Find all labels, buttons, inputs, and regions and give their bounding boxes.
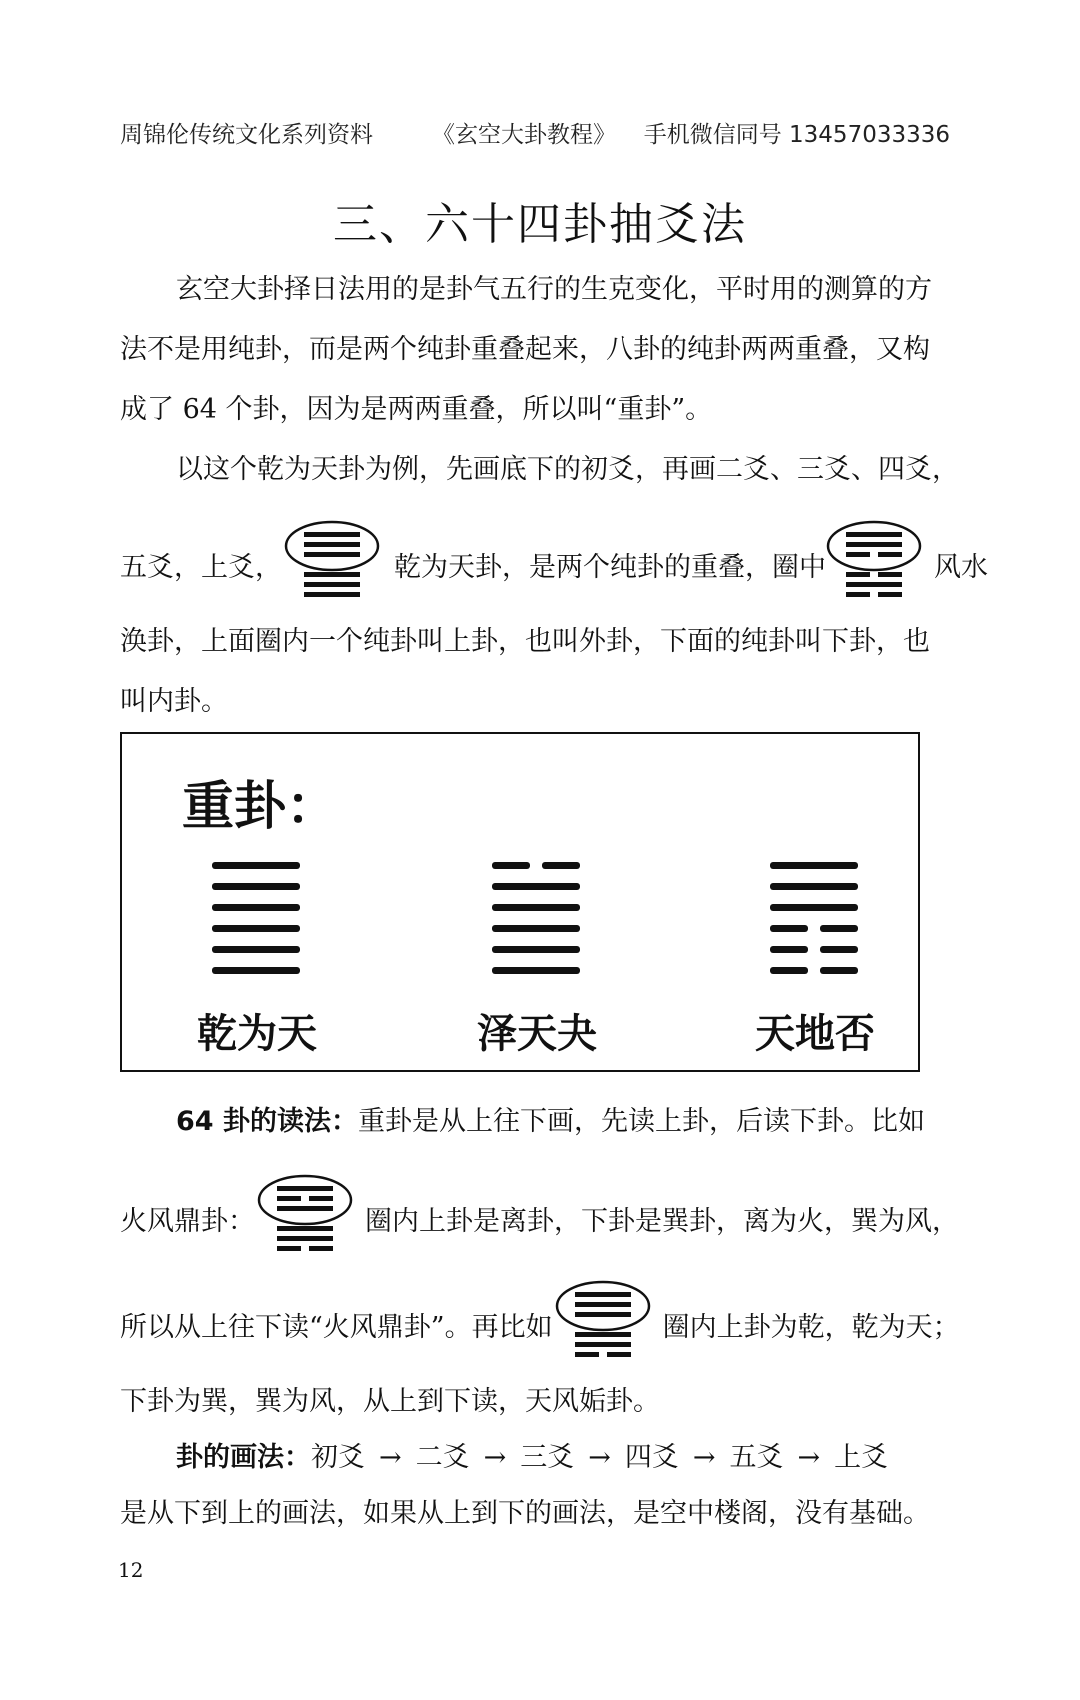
paragraph-line: 以这个乾为天卦为例，先画底下的初爻，再画二爻、三爻、四爻， <box>176 454 959 485</box>
step-1: 初爻 <box>311 1442 365 1473</box>
step-4: 四爻 <box>624 1442 679 1473</box>
arrow-icon: → <box>797 1442 821 1473</box>
drawing-method-line <box>120 1428 950 1488</box>
paragraph-line: 是从下到上的画法，如果从上到下的画法，是空中楼阁，没有基础。 <box>120 1498 930 1529</box>
arrow-icon: → <box>588 1442 611 1473</box>
page-header <box>120 116 950 150</box>
paragraph-line: 叫内卦。 <box>120 686 228 717</box>
text-fragment: 重卦是从上往下画，先读上卦，后读下卦。比如 <box>357 1106 925 1137</box>
hexagram-name: 天地否 <box>755 1011 875 1057</box>
text-fragment: 五爻，上爻， <box>120 552 282 583</box>
header-contact: 手机微信同号 13457033336 <box>643 122 950 148</box>
section-title: 三、六十四卦抽爻法 <box>333 199 747 250</box>
qian-hexagram-icon <box>286 522 378 602</box>
paragraph-line: 成了 64 个卦，因为是两两重叠，所以叫“重卦”。 <box>120 394 713 425</box>
arrow-icon: → <box>483 1442 507 1473</box>
hexagram-qian <box>212 862 302 986</box>
arrow-icon: → <box>379 1442 402 1473</box>
drawing-method-label: 卦的画法： <box>176 1442 311 1473</box>
text-fragment: 火风鼎卦： <box>120 1206 255 1237</box>
header-series: 周锦伦传统文化系列资料 <box>120 122 373 148</box>
hexagram-name: 乾为天 <box>197 1011 317 1057</box>
gou-hexagram-icon <box>557 1282 649 1362</box>
hexagram-name: 泽天夬 <box>477 1011 597 1057</box>
text-fragment: 乾为天卦，是两个纯卦的重叠，圈中 <box>394 552 826 583</box>
page-number: 12 <box>118 1558 144 1582</box>
figure-title: 重卦： <box>182 777 339 837</box>
ding-hexagram-icon <box>259 1176 351 1256</box>
text-fragment: 所以从上往下读“火风鼎卦”。再比如 <box>120 1312 553 1343</box>
text-fragment: 圈内上卦是离卦，下卦是巽卦，离为火，巽为风， <box>365 1206 959 1237</box>
step-2: 二爻 <box>415 1442 470 1473</box>
paragraph-line: 涣卦，上面圈内一个纯卦叫上卦，也叫外卦，下面的纯卦叫下卦，也 <box>120 626 930 657</box>
hexagram-guai <box>492 862 582 986</box>
header-book-title: 《玄空大卦教程》 <box>432 122 616 148</box>
step-3: 三爻 <box>520 1442 575 1473</box>
huan-hexagram-icon <box>828 522 920 602</box>
step-5: 五爻 <box>729 1442 784 1473</box>
reading-method-label: 64 卦的读法： <box>176 1106 358 1137</box>
paragraph-line-with-hexagram <box>120 1176 959 1237</box>
step-6: 上爻 <box>834 1442 889 1473</box>
paragraph-line-with-hexagram <box>120 1282 960 1343</box>
hexagram-figure-box <box>120 732 920 1072</box>
paragraph-line: 玄空大卦择日法用的是卦气五行的生克变化，平时用的测算的方 <box>176 274 932 305</box>
paragraph-line-with-hexagrams <box>120 522 988 583</box>
hexagram-pi <box>770 862 860 986</box>
paragraph-line: 法不是用纯卦，而是两个纯卦重叠起来，八卦的纯卦两两重叠，又构 <box>120 334 930 365</box>
arrow-icon: → <box>692 1442 716 1473</box>
paragraph-line: 下卦为巽，巽为风，从上到下读，天风姤卦。 <box>120 1386 660 1417</box>
paragraph-line <box>120 1092 950 1152</box>
text-fragment: 圈内上卦为乾，乾为天； <box>662 1312 960 1343</box>
text-fragment: 风水 <box>934 552 988 583</box>
